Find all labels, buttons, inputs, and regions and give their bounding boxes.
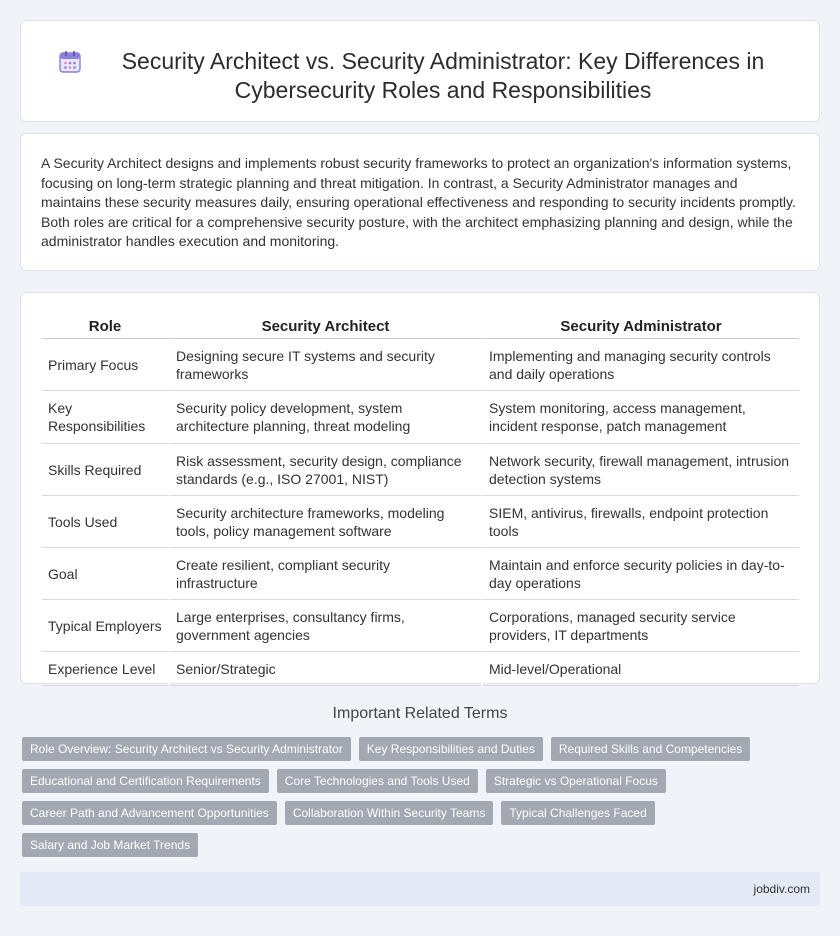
calendar-icon [57,49,83,75]
summary-paragraph: A Security Architect designs and implements robust security frameworks to protect an organization's information systems, focusing on long-term strategic planning and threat mitigation. In contrast, a Security Administrator manages and maintains these security measures daily, ensuring operational effectiveness and responding to security incidents promptly. Both roles are critical for a comprehensive security posture, with the architect emphasizing planning and design, while the administrator handles execution and monitoring. [41,155,796,250]
architect-cell: Security architecture frameworks, modeling tools, policy management software [168,496,481,548]
architect-cell: Create resilient, compliant security infrastructure [168,548,481,600]
table-row [42,496,799,548]
architect-cell: Security policy development, system architecture planning, threat modeling [168,391,481,444]
related-term-tag[interactable]: Typical Challenges Faced [501,801,654,825]
row-label: Key Responsibilities [42,391,168,444]
row-label: Experience Level [42,652,168,686]
table-row [42,600,799,652]
administrator-cell: SIEM, antivirus, firewalls, endpoint protection tools [481,496,799,548]
administrator-cell: Implementing and managing security controls and daily operations [481,339,799,391]
table-row [42,548,799,600]
related-term-tag[interactable]: Strategic vs Operational Focus [486,769,666,793]
architect-cell: Risk assessment, security design, compliance standards (e.g., ISO 27001, NIST) [168,444,481,496]
summary-card [20,133,820,271]
related-terms-list [22,737,802,865]
comparison-table [42,313,799,686]
title-wrap [21,21,819,105]
header-role: Role [42,313,168,339]
footer-bar [20,872,820,906]
administrator-cell: Mid-level/Operational [481,652,799,686]
header-security-administrator: Security Administrator [481,313,799,339]
row-label: Skills Required [42,444,168,496]
table-row [42,391,799,444]
table-row [42,652,799,686]
row-label: Typical Employers [42,600,168,652]
architect-cell: Senior/Strategic [168,652,481,686]
header-security-architect: Security Architect [168,313,481,339]
related-term-tag[interactable]: Career Path and Advancement Opportunities [22,801,277,825]
related-term-tag[interactable]: Salary and Job Market Trends [22,833,198,857]
row-label: Goal [42,548,168,600]
related-term-tag[interactable]: Core Technologies and Tools Used [277,769,478,793]
architect-cell: Large enterprises, consultancy firms, government agencies [168,600,481,652]
row-label: Tools Used [42,496,168,548]
table-row [42,339,799,391]
administrator-cell: System monitoring, access management, incident response, patch management [481,391,799,444]
row-label: Primary Focus [42,339,168,391]
related-term-tag[interactable]: Collaboration Within Security Teams [285,801,494,825]
table-header-row [42,313,799,339]
footer-site-link[interactable]: jobdiv.com [753,882,810,896]
table-row [42,444,799,496]
architect-cell: Designing secure IT systems and security frameworks [168,339,481,391]
related-term-tag[interactable]: Educational and Certification Requirements [22,769,269,793]
related-term-tag[interactable]: Role Overview: Security Architect vs Security Administrator [22,737,351,761]
page-title: Security Architect vs. Security Administrator: Key Differences in Cybersecurity Roles and Responsibilities [121,48,765,103]
administrator-cell: Network security, firewall management, intrusion detection systems [481,444,799,496]
comparison-card [20,292,820,684]
administrator-cell: Corporations, managed security service providers, IT departments [481,600,799,652]
administrator-cell: Maintain and enforce security policies in day-to-day operations [481,548,799,600]
related-term-tag[interactable]: Required Skills and Competencies [551,737,750,761]
title-card [20,20,820,122]
related-term-tag[interactable]: Key Responsibilities and Duties [359,737,543,761]
related-terms-heading: Important Related Terms [332,705,508,722]
